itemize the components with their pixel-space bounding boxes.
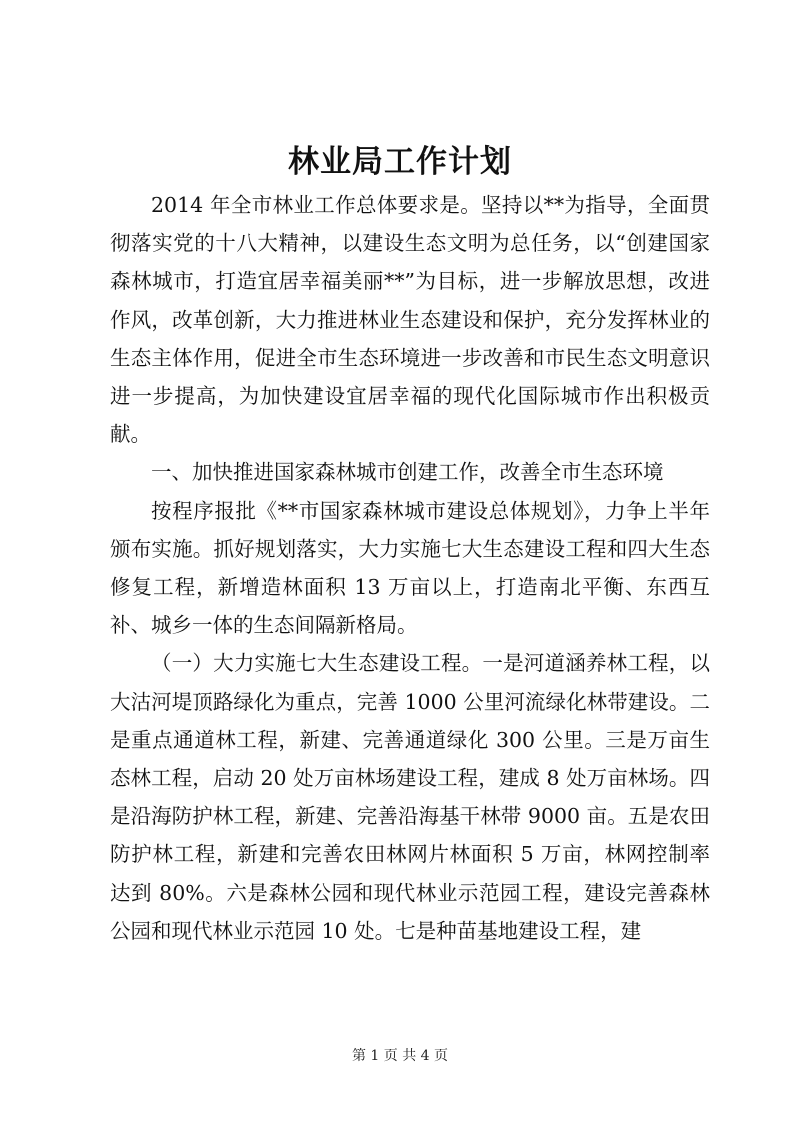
paragraph-general-requirements: 2014 年全市林业工作总体要求是。坚持以**为指导，全面贯彻落实党的十八大精神，以建设生态文明为总任务，以“创建国家森林城市，打造宜居幸福美丽**”为目标，进一步解放思想，改进作风，改革创新，大力推进林业生态建设和保护，充分发挥林业的生态主体作用，促进全市生态环境进一步改善和市民生态文明意识进一步提高，为加快建设宜居幸福的现代化国际城市作出积极贡献。	[110, 193, 710, 447]
page-footer: 第 1 页 共 4 页	[351, 1048, 449, 1064]
document-body	[110, 186, 710, 950]
section-heading-1: 一、加快推进国家森林城市创建工作，改善全市生态环境	[151, 460, 664, 485]
paragraph-seven-projects: （一）大力实施七大生态建设工程。一是河道涵养林工程，以大沽河堤顶路绿化为重点，完善 1000 公里河流绿化林带建设。二是重点通道林工程，新建、完善通道绿化 300 公里。三是万亩生态林工程，启动 20 处万亩林场建设工程，建成 8 处万亩林场。四是沿海防护林工程，新建、完善沿海基干林带 9000 亩。五是农田防护林工程，新建和完善农田林网片林面积 5 万亩，林网控制率达到 80%。六是森林公园和现代林业示范园工程，建设完善森林公园和现代林业示范园 10 处。七是种苗基地建设工程，建	[110, 651, 710, 943]
document-title: 林业局工作计划	[288, 144, 512, 180]
paragraph-planning: 按程序报批《**市国家森林城市建设总体规划》，力争上半年颁布实施。抓好规划落实，大力实施七大生态建设工程和四大生态修复工程，新增造林面积 13 万亩以上，打造南北平衡、东西互补、城乡一体的生态间隔新格局。	[110, 498, 710, 638]
